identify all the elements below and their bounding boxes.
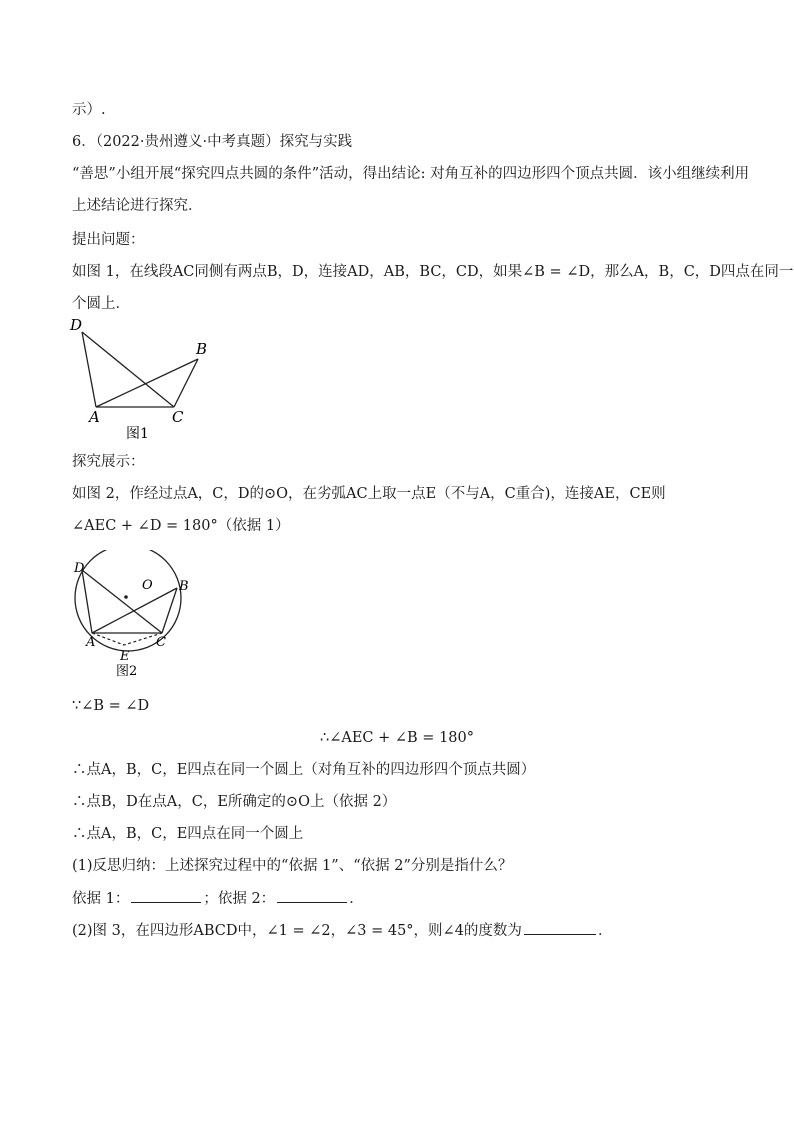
fig2-label-E: E: [120, 649, 130, 664]
fig1-label-C: C: [172, 408, 184, 426]
text-line-2: “善思”小组开展“探究四点共圆的条件”活动，得出结论: 对角互补的四边形四个顶点共圆．该小组继续利用: [72, 166, 750, 182]
text-line-12: ∴点A，B，C，E四点在同一个圆上（对角互补的四边形四个顶点共圆）: [72, 762, 536, 778]
basis-2-blank[interactable]: [277, 888, 347, 903]
text-line-14: ∴点A，B，C，E四点在同一个圆上: [72, 826, 304, 842]
answer-line-1: [72, 888, 364, 909]
fig2-label-C: C: [156, 635, 166, 650]
subquestion-1: (1)反思归纳：上述探究过程中的“依据 1”、“依据 2”分别是指什么？: [72, 858, 513, 874]
question-heading: 6．（2022·贵州遵义·中考真题）探究与实践: [72, 134, 353, 150]
subquestion-2-text: (2)图 3，在四边形ABCD中，∠1 = ∠2，∠3 = 45°，则∠4的度数为: [72, 923, 522, 939]
fig2-label-A: A: [86, 635, 96, 650]
basis-2-label: ；依据 2：: [203, 891, 276, 907]
text-line-9: ∠AEC + ∠D = 180°（依据 1）: [72, 518, 290, 534]
section-title-question: 提出问题：: [72, 232, 145, 248]
fig2-label-B: B: [179, 579, 189, 594]
answer-line-1-end: ．: [349, 891, 364, 907]
text-line-10: ∵∠B = ∠D: [72, 698, 150, 714]
subquestion-2: [72, 920, 612, 941]
angle-4-blank[interactable]: [524, 920, 596, 935]
basis-1-blank[interactable]: [131, 888, 201, 903]
fig2-label-D: D: [74, 561, 85, 576]
fig1-label-D: D: [70, 316, 83, 334]
figure-2: [62, 550, 202, 682]
text-line-13: ∴点B，D在点A，C，E所确定的⊙O上（依据 2）: [72, 794, 397, 810]
section-title-exploration: 探究展示：: [72, 454, 145, 470]
figure-1: [62, 314, 222, 444]
text-line-3: 上述结论进行探究．: [72, 198, 203, 214]
basis-1-label: 依据 1：: [72, 891, 130, 907]
fig1-label-B: B: [196, 340, 208, 358]
text-line-0: 示）.: [72, 102, 106, 118]
subquestion-2-end: ．: [597, 923, 613, 939]
text-line-6: 个圆上．: [72, 296, 130, 312]
text-line-5: 如图 1，在线段AC同侧有两点B，D，连接AD，AB，BC，CD，如果∠B = ∠D，那么A，B，C，D四点在同一: [72, 264, 794, 280]
fig1-caption: 图1: [126, 426, 149, 442]
text-line-11: ∴∠AEC + ∠B = 180°: [320, 730, 474, 746]
fig2-label-O: O: [142, 578, 153, 593]
text-line-8: 如图 2，作经过点A，C，D的⊙O，在劣弧AC上取一点E（不与A，C重合)，连接AE，CE则: [72, 486, 666, 502]
fig2-caption: 图2: [116, 664, 138, 679]
fig1-label-A: A: [89, 408, 100, 426]
